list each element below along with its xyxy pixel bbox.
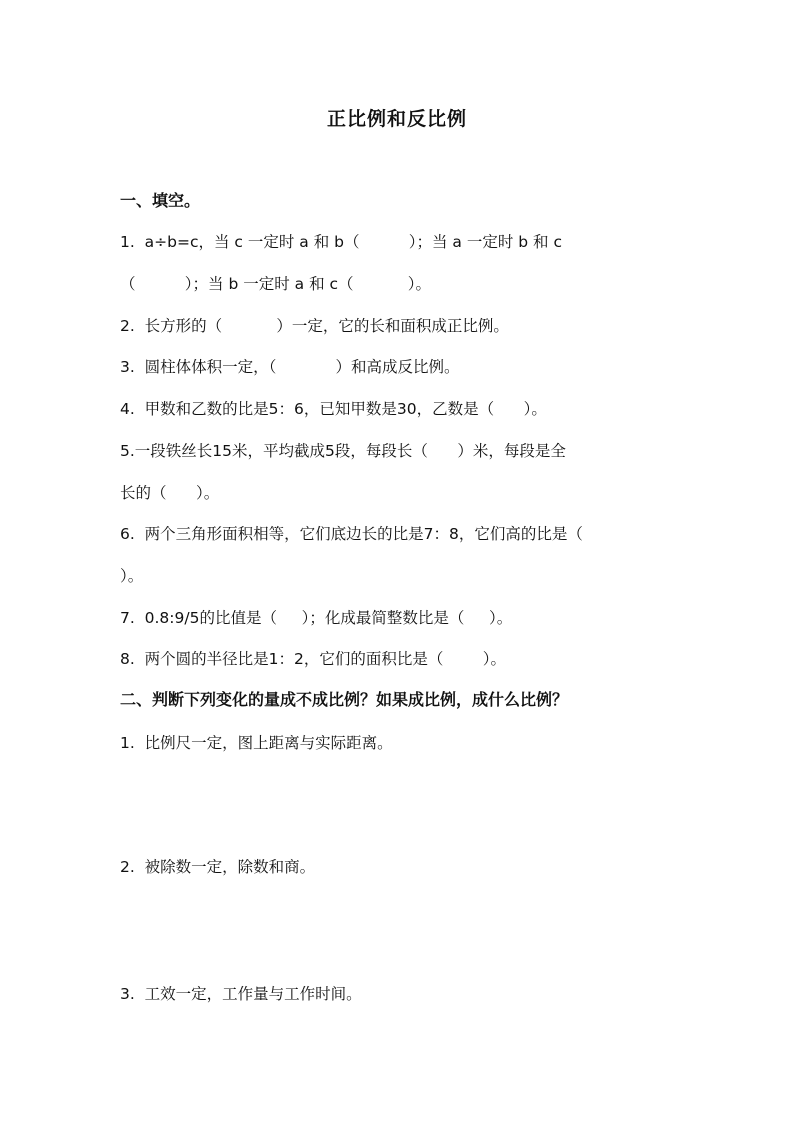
- page-title: 正比例和反比例: [326, 108, 467, 130]
- question-5-line-2: 长的（ ）。: [120, 484, 220, 502]
- section-2-heading: 二、判断下列变化的量成不成比例？如果成比例，成什么比例？: [120, 690, 569, 709]
- question-8: 8. 两个圆的半径比是1：2，它们的面积比是（ ）。: [120, 650, 507, 668]
- question-7: 7. 0.8:9/5的比值是（ ）；化成最简整数比是（ ）。: [120, 609, 513, 627]
- section-2-question-3: 3. 工效一定，工作量与工作时间。: [120, 985, 362, 1003]
- question-1-line-2: （ ）；当 b 一定时 a 和 c（ ）。: [120, 275, 431, 293]
- question-1-line-1: 1. a÷b=c，当 c 一定时 a 和 b（ ）；当 a 一定时 b 和 c: [120, 233, 562, 251]
- section-1-heading: 一、填空。: [120, 191, 201, 210]
- question-6-line-1: 6. 两个三角形面积相等，它们底边长的比是7：8，它们高的比是（: [120, 525, 583, 543]
- question-4: 4. 甲数和乙数的比是5：6，已知甲数是30，乙数是（ ）。: [120, 400, 547, 418]
- question-2: 2. 长方形的（ ）一定，它的长和面积成正比例。: [120, 317, 509, 335]
- question-5-line-1: 5.一段铁丝长15米，平均截成5段，每段长（ ）米，每段是全: [120, 442, 566, 460]
- section-2-question-1: 1. 比例尺一定，图上距离与实际距离。: [120, 734, 393, 752]
- section-2-question-2: 2. 被除数一定，除数和商。: [120, 858, 316, 876]
- question-3: 3. 圆柱体体积一定，（ ）和高成反比例。: [120, 358, 460, 376]
- question-6-line-2: ）。: [120, 567, 144, 585]
